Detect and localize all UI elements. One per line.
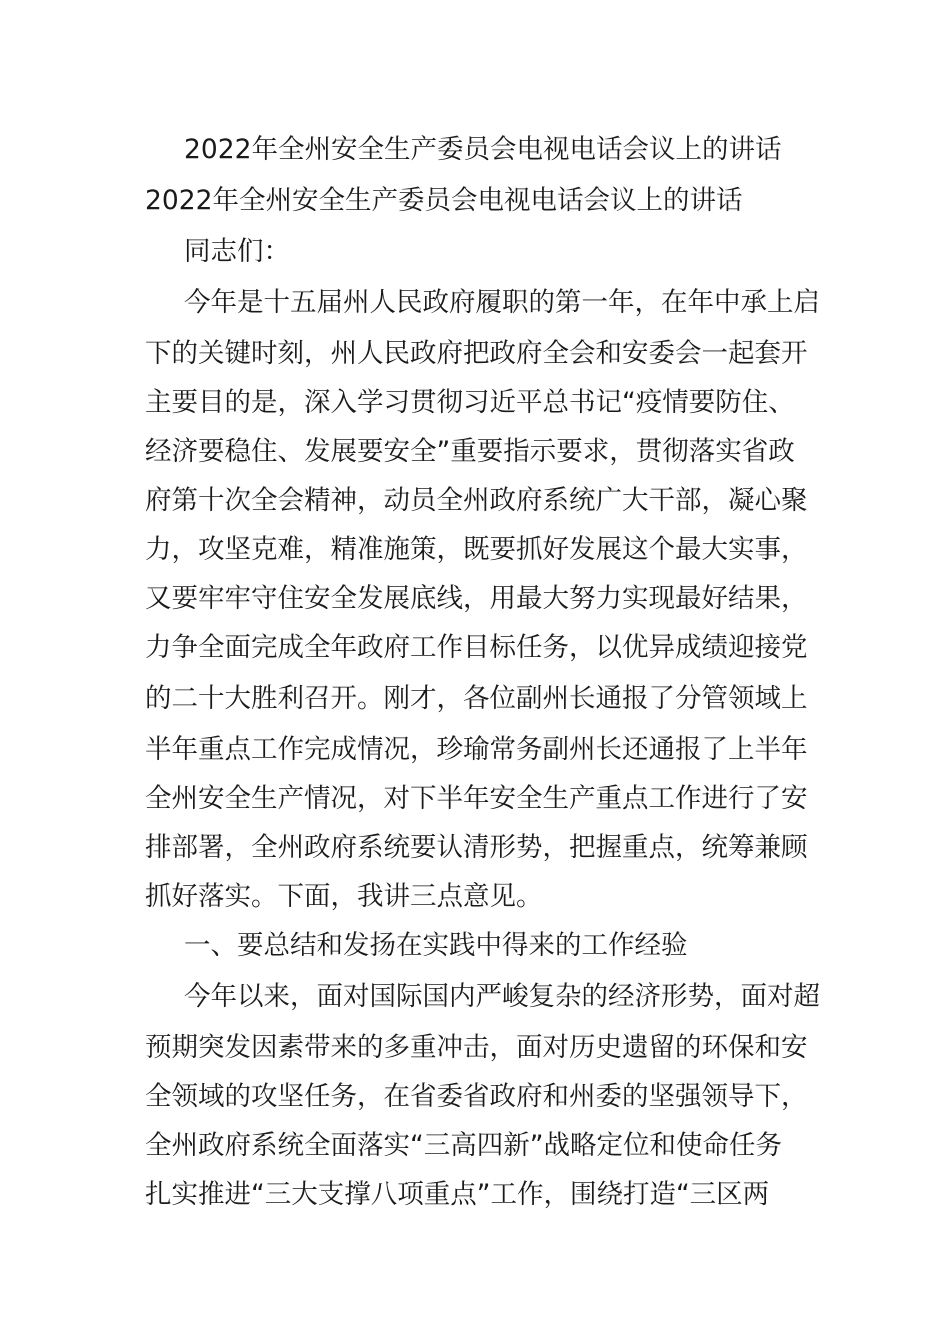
paragraph-line: 经济要稳住、发展要安全”重要指示要求，贯彻落实省政 bbox=[145, 436, 795, 467]
paragraph-line: 又要牢牢守住安全发展底线，用最大努力实现最好结果， bbox=[145, 583, 808, 614]
paragraph-line: 全领域的攻坚任务，在省委省政府和州委的坚强领导下， bbox=[145, 1081, 808, 1112]
salutation: 同志们： bbox=[184, 236, 290, 267]
paragraph-line: 抓好落实。下面，我讲三点意见。 bbox=[145, 881, 543, 912]
paragraph-line: 全州安全生产情况，对下半年安全生产重点工作进行了安 bbox=[145, 783, 808, 814]
paragraph-line: 半年重点工作完成情况，珍瑜常务副州长还通报了上半年 bbox=[145, 734, 808, 765]
paragraph-line: 扎实推进“三大支撑八项重点”工作，围绕打造“三区两 bbox=[145, 1179, 770, 1210]
paragraph-line: 府第十次全会精神，动员全州政府系统广大干部，凝心聚 bbox=[145, 485, 808, 516]
document-subtitle: 2022年全州安全生产委员会电视电话会议上的讲话 bbox=[145, 185, 743, 216]
paragraph-line: 力，攻坚克难，精准施策，既要抓好发展这个最大实事， bbox=[145, 534, 808, 565]
paragraph-line: 主要目的是，深入学习贯彻习近平总书记“疫情要防住、 bbox=[145, 387, 795, 418]
paragraph-line: 全州政府系统全面落实“三高四新”战略定位和使命任务 bbox=[145, 1130, 782, 1161]
paragraph-line: 预期突发因素带来的多重冲击，面对历史遗留的环保和安 bbox=[145, 1032, 808, 1063]
section-heading: 一、要总结和发扬在实践中得来的工作经验 bbox=[184, 930, 688, 961]
paragraph-line: 力争全面完成全年政府工作目标任务，以优异成绩迎接党 bbox=[145, 632, 808, 663]
paragraph-line: 今年以来，面对国际国内严峻复杂的经济形势，面对超 bbox=[184, 981, 820, 1012]
paragraph-line: 排部署，全州政府系统要认清形势，把握重点，统筹兼顾 bbox=[145, 832, 808, 863]
document-title: 2022年全州安全生产委员会电视电话会议上的讲话 bbox=[184, 134, 782, 165]
paragraph-line: 今年是十五届州人民政府履职的第一年，在年中承上启 bbox=[184, 287, 820, 318]
paragraph-line: 的二十大胜利召开。刚才，各位副州长通报了分管领域上 bbox=[145, 683, 808, 714]
paragraph-line: 下的关键时刻，州人民政府把政府全会和安委会一起套开 bbox=[145, 338, 808, 369]
